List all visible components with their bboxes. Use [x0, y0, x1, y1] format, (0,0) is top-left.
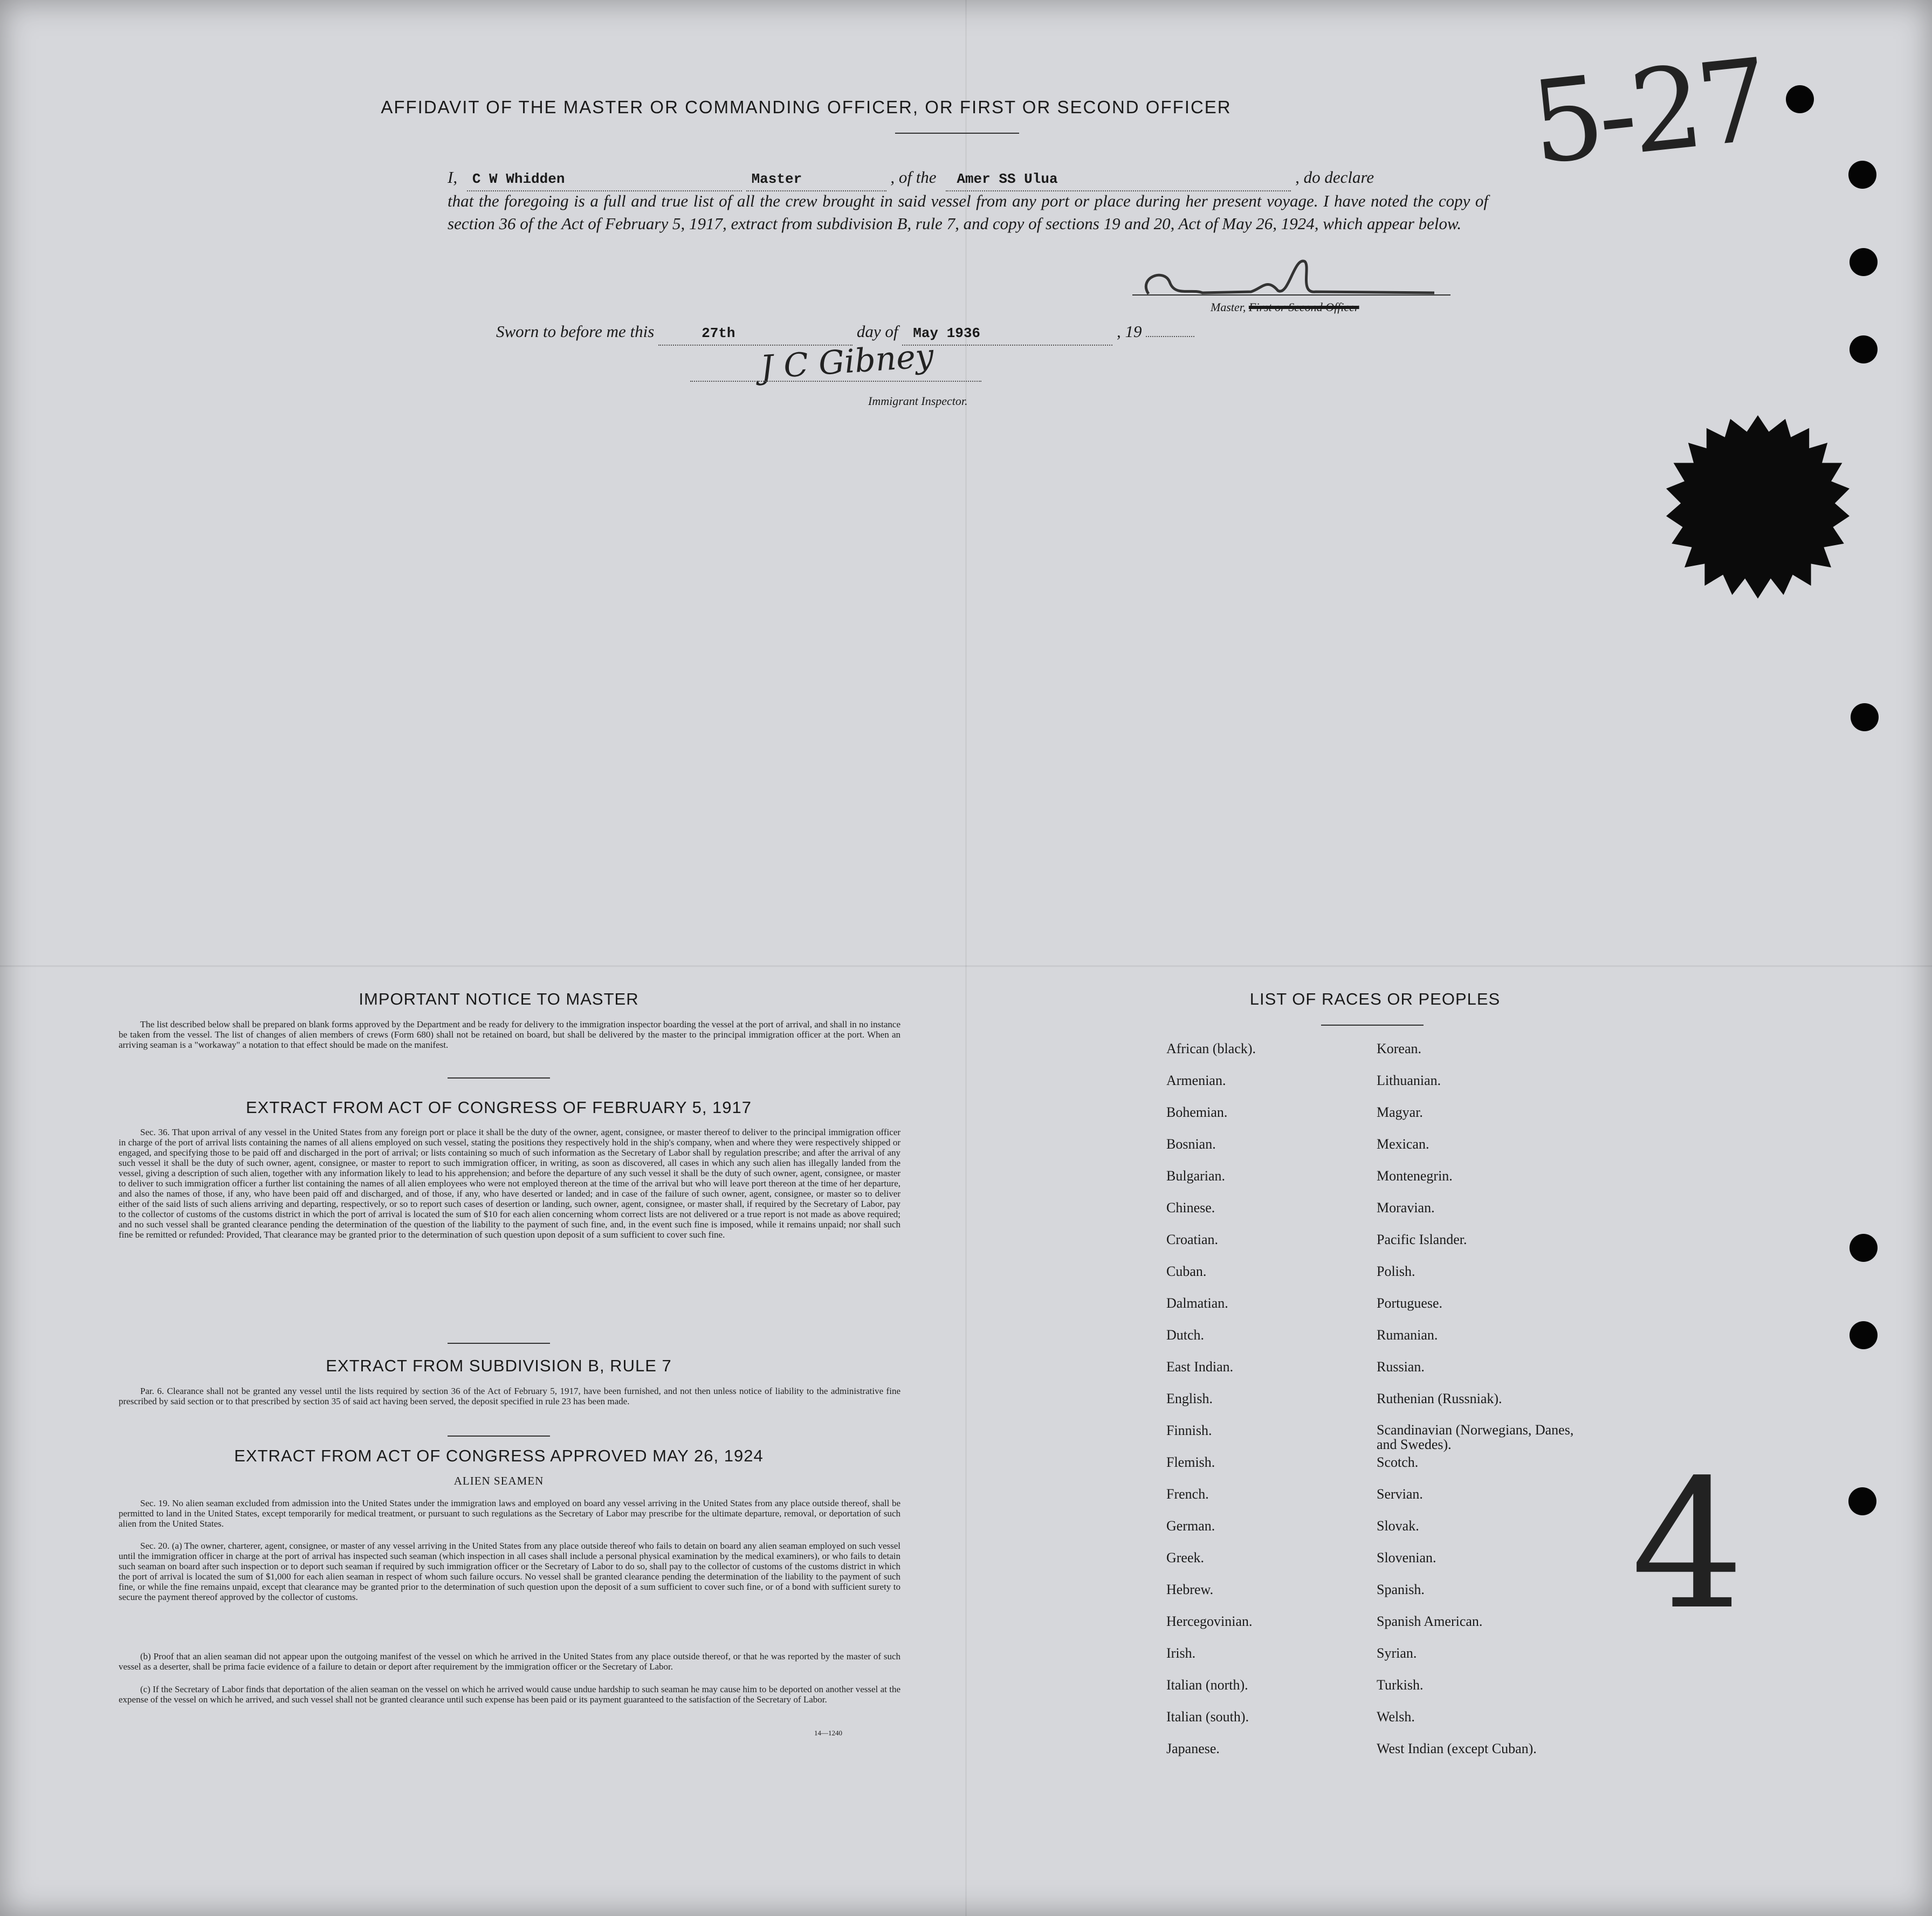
race-item: Dutch.: [1166, 1327, 1205, 1343]
race-item: Magyar.: [1377, 1104, 1423, 1120]
inspector-caption: Immigrant Inspector.: [868, 394, 968, 408]
race-item: Servian.: [1377, 1486, 1423, 1502]
race-item: Bulgarian.: [1166, 1168, 1226, 1184]
notice-rule: [448, 1077, 550, 1079]
rule7-title: EXTRACT FROM SUBDIVISION B, RULE 7: [326, 1356, 672, 1375]
sworn-line: [496, 320, 1537, 346]
race-item: Spanish American.: [1377, 1613, 1483, 1629]
race-item: Korean.: [1377, 1041, 1422, 1056]
extract-1924-title: EXTRACT FROM ACT OF CONGRESS APPROVED MAY 26, 1924: [234, 1446, 764, 1465]
race-item: Russian.: [1377, 1359, 1425, 1375]
race-item: Ruthenian (Russniak).: [1377, 1391, 1502, 1406]
fold-line-vertical: [965, 0, 967, 1916]
sworn-month-year: May 1936: [913, 325, 981, 341]
section-20b-text: (b) Proof that an alien seaman did not appear upon the outgoing manifest of the vessel on which he arrived in the United States from any place outside thereof, or that he was reported by the master of such vessel as a deserter, shall be prima facie evidence of a failure to detain or deport after requirement by the immigration officer or the Secretary of Labor.: [119, 1651, 900, 1672]
caption-master: Master,: [1211, 300, 1246, 314]
alien-seamen-subtitle: ALIEN SEAMEN: [453, 1474, 544, 1487]
of-the-text: , of the: [890, 168, 937, 187]
race-item: Polish.: [1377, 1263, 1415, 1279]
nineteen-text: , 19: [1116, 322, 1142, 341]
race-item: Italian (south).: [1166, 1709, 1249, 1725]
race-item: Greek.: [1166, 1550, 1205, 1565]
race-item: Armenian.: [1166, 1073, 1226, 1088]
title-rule: [895, 133, 1019, 134]
binder-hole-2: [1848, 161, 1876, 189]
race-item: Dalmatian.: [1166, 1295, 1228, 1311]
binder-hole-8: [1848, 1487, 1876, 1515]
vessel-name: Amer SS Ulua: [957, 171, 1058, 187]
race-item: Lithuanian.: [1377, 1073, 1441, 1088]
day-of-text: day of: [856, 322, 898, 341]
race-item: Flemish.: [1166, 1454, 1215, 1470]
race-item: Finnish.: [1166, 1423, 1212, 1438]
race-item: Syrian.: [1377, 1645, 1417, 1661]
binder-hole-1: [1786, 85, 1814, 113]
section-20a-text: Sec. 20. (a) The owner, charterer, agent, consignee, or master of any vessel arriving in the United States from any place outside thereof who fails to detain on board any alien seaman employed on such vessel until the immigration officer in charge at the port of arrival has inspected such seaman (which inspection in all cases shall include a personal physical examination by the medical examiners), or who fails to detain such seaman on board after such inspection or to deport such seaman if required by such immigration officer or the Secretary of Labor to do so, shall pay to the collector of customs of the customs district in which the port of arrival is located the sum of $1,000 for each alien seaman in respect of whom such failure occurs. No vessel shall be granted clearance pending the determination of the liability to the payment of such fine, or while the fine remains unpaid, except that clearance may be granted prior to the determination of such question upon the deposit of a sum sufficient to cover such fine, or of a bond with sufficient surety to secure the payment thereof approved by the collector of customs.: [119, 1541, 900, 1602]
binder-hole-6: [1850, 1234, 1878, 1262]
notice-title: IMPORTANT NOTICE TO MASTER: [359, 990, 639, 1008]
race-item: West Indian (except Cuban).: [1377, 1741, 1537, 1756]
race-item: Turkish.: [1377, 1677, 1424, 1693]
handwritten-page-number: 5-27: [1525, 34, 1771, 190]
extract-1917-title: EXTRACT FROM ACT OF CONGRESS OF FEBRUARY 5, 1917: [245, 1098, 752, 1117]
race-item: African (black).: [1166, 1041, 1256, 1056]
notice-text: The list described below shall be prepared on blank forms approved by the Department and be ready for delivery to the immigration inspector boarding the vessel at the port of arrival, and shall in no instance be taken from the vessel. The list of changes of alien members of crews (Form 680) shall not be retained on board, but shall be delivered by the master to the principal immigration officer at the port. When an arriving seaman is a "workaway" a notation to that effect should be made on the manifest.: [119, 1019, 900, 1050]
race-item: Mexican.: [1377, 1136, 1429, 1152]
master-rank: Master: [751, 171, 802, 187]
race-item: Moravian.: [1377, 1200, 1435, 1215]
sworn-day: 27th: [702, 325, 735, 341]
race-item: Slovak.: [1377, 1518, 1419, 1534]
race-item: Irish.: [1166, 1645, 1196, 1661]
declaration-line-1: [448, 166, 1488, 191]
binder-hole-7: [1850, 1321, 1878, 1349]
race-item: German.: [1166, 1518, 1215, 1534]
inspector-signature: J C Gibney: [759, 336, 935, 387]
race-item: Spanish.: [1377, 1582, 1425, 1597]
race-item: French.: [1166, 1486, 1209, 1502]
caption-struck-officer: First or Second Officer: [1248, 300, 1359, 314]
rule7-text: Par. 6. Clearance shall not be granted any vessel until the lists required by section 36 of the Act of February 5, 1917, have been furnished, and not then unless notice of liability to the administrative fine prescribed by said section or to that prescribed by section 35 of said act having been served, the deposit specified in rule 23 has been made.: [119, 1386, 900, 1406]
section-19-text: Sec. 19. No alien seaman excluded from admission into the United States under the immigration laws and employed on board any vessel arriving in the United States from any place outside thereof, shall be permitted to land in the United States, except temporarily for medical treatment, or pursuant to such regulations as the Secretary of Labor may prescribe for the ultimate departure, removal, or deportation of such alien from the United States.: [119, 1498, 900, 1529]
declaration-body: that the foregoing is a full and true list of all the crew brought in said vessel from any port or place during her present voyage. I have noted the copy of section 36 of the Act of February 5, 1917, extract from subdivision B, rule 7, and copy of sections 19 and 20, Act of May 26, 1924, which appear below.: [448, 191, 1488, 233]
binder-hole-4: [1850, 335, 1878, 363]
race-item: Portuguese.: [1377, 1295, 1443, 1311]
race-item: Hercegovinian.: [1166, 1613, 1253, 1629]
race-item: Japanese.: [1166, 1741, 1220, 1756]
race-item: Chinese.: [1166, 1200, 1215, 1215]
form-number: 14—1240: [814, 1729, 842, 1737]
handwritten-corner-number: 4: [1631, 1441, 1744, 1649]
race-item: Croatian.: [1166, 1232, 1219, 1247]
race-item: Bohemian.: [1166, 1104, 1228, 1120]
race-item: Italian (north).: [1166, 1677, 1248, 1693]
race-item: East Indian.: [1166, 1359, 1234, 1375]
extract-1917-rule: [448, 1343, 550, 1344]
race-item: Welsh.: [1377, 1709, 1415, 1725]
do-declare-text: , do declare: [1295, 168, 1374, 187]
races-right-column: [1377, 1041, 1582, 1773]
extract-1917-text: Sec. 36. That upon arrival of any vessel in the United States from any foreign port or place it shall be the duty of the owner, agent, consignee, or master thereof to deliver to the principal immigration officer in charge of the port of arrival lists containing the names of all aliens employed on such vessel, stating the positions they respectively hold in the ship's company, when and where they were respectively shipped or engaged, and specifying those to be paid off and discharged in the port of arrival; or lists containing so much of such information as the Secretary of Labor shall by regulation prescribe; and after the arrival of any such vessel it shall be the duty of such owner, agent, consignee, or master to report to such immigration officer, in writing, as soon as discovered, all cases in which any such alien has illegally landed from the vessel, giving a description of such alien, together with any information likely to lead to his apprehension; and before the departure of any such vessel it shall be the duty of such owner, agent, consignee, or master to deliver to such immigration officer a further list containing the names of all alien employees who were not employed thereon at the time of the arrival but who will leave port thereon at the time of her departure, and also the names of those, if any, who have been paid off and discharged, and of those, if any, who have deserted or landed; and in case of the failure of such owner, agent, consignee, or master so to deliver either of the said lists of such aliens arriving and departing, respectively, or so to report such cases of desertion or landing, such owner, agent, consignee, or master shall, if required by the Secretary of Labor, pay to the collector of customs of the customs district in which the port of arrival is located the sum of $10 for each alien concerning whom correct lists are not delivered or a true report is not made as above required; and no such vessel shall be granted clearance pending the determination of the question of the liability to the payment of such fine, and, in the event such fine is imposed, while it remains unpaid; nor shall such fine be remitted or refunded: Provided, That clearance may be granted prior to the determination of such question upon deposit of a sum sufficient to cover such fine.: [119, 1127, 900, 1240]
race-item: Scandinavian (Norwegians, Danes, and Swedes).: [1377, 1422, 1574, 1452]
race-item: Hebrew.: [1166, 1582, 1214, 1597]
section-20c-text: (c) If the Secretary of Labor finds that deportation of the alien seaman on the vessel on which he arrived would cause undue hardship to such seaman he may cause him to be deported on another vessel at the expense of the vessel on which he arrived, and such vessel shall not be granted clearance until such expense has been paid or its payment guaranteed to the satisfaction of the Secretary of Labor.: [119, 1684, 900, 1705]
race-item: Bosnian.: [1166, 1136, 1216, 1152]
race-item: Rumanian.: [1377, 1327, 1438, 1343]
binder-hole-5: [1851, 703, 1879, 731]
races-left-column: [1166, 1041, 1256, 1773]
race-item: English.: [1166, 1391, 1213, 1406]
rule7-rule: [448, 1436, 550, 1437]
race-item: Montenegrin.: [1377, 1168, 1453, 1184]
race-item: Scotch.: [1377, 1454, 1419, 1470]
inspector-signature-line: [690, 381, 981, 382]
declaration-prefix: I,: [448, 168, 458, 187]
master-name: C W Whidden: [472, 171, 565, 187]
race-item: Pacific Islander.: [1377, 1232, 1467, 1247]
races-title: LIST OF RACES OR PEOPLES: [1249, 990, 1501, 1008]
signature-caption: [1211, 300, 1359, 314]
affidavit-title: AFFIDAVIT OF THE MASTER OR COMMANDING OFFICER, OR FIRST OR SECOND OFFICER: [381, 97, 1232, 117]
race-item: Slovenian.: [1377, 1550, 1436, 1565]
race-item: Cuban.: [1166, 1263, 1207, 1279]
binder-hole-3: [1850, 248, 1878, 276]
races-rule: [1321, 1025, 1424, 1026]
wax-seal: [1666, 415, 1850, 599]
sworn-prefix: Sworn to before me this: [496, 322, 655, 341]
